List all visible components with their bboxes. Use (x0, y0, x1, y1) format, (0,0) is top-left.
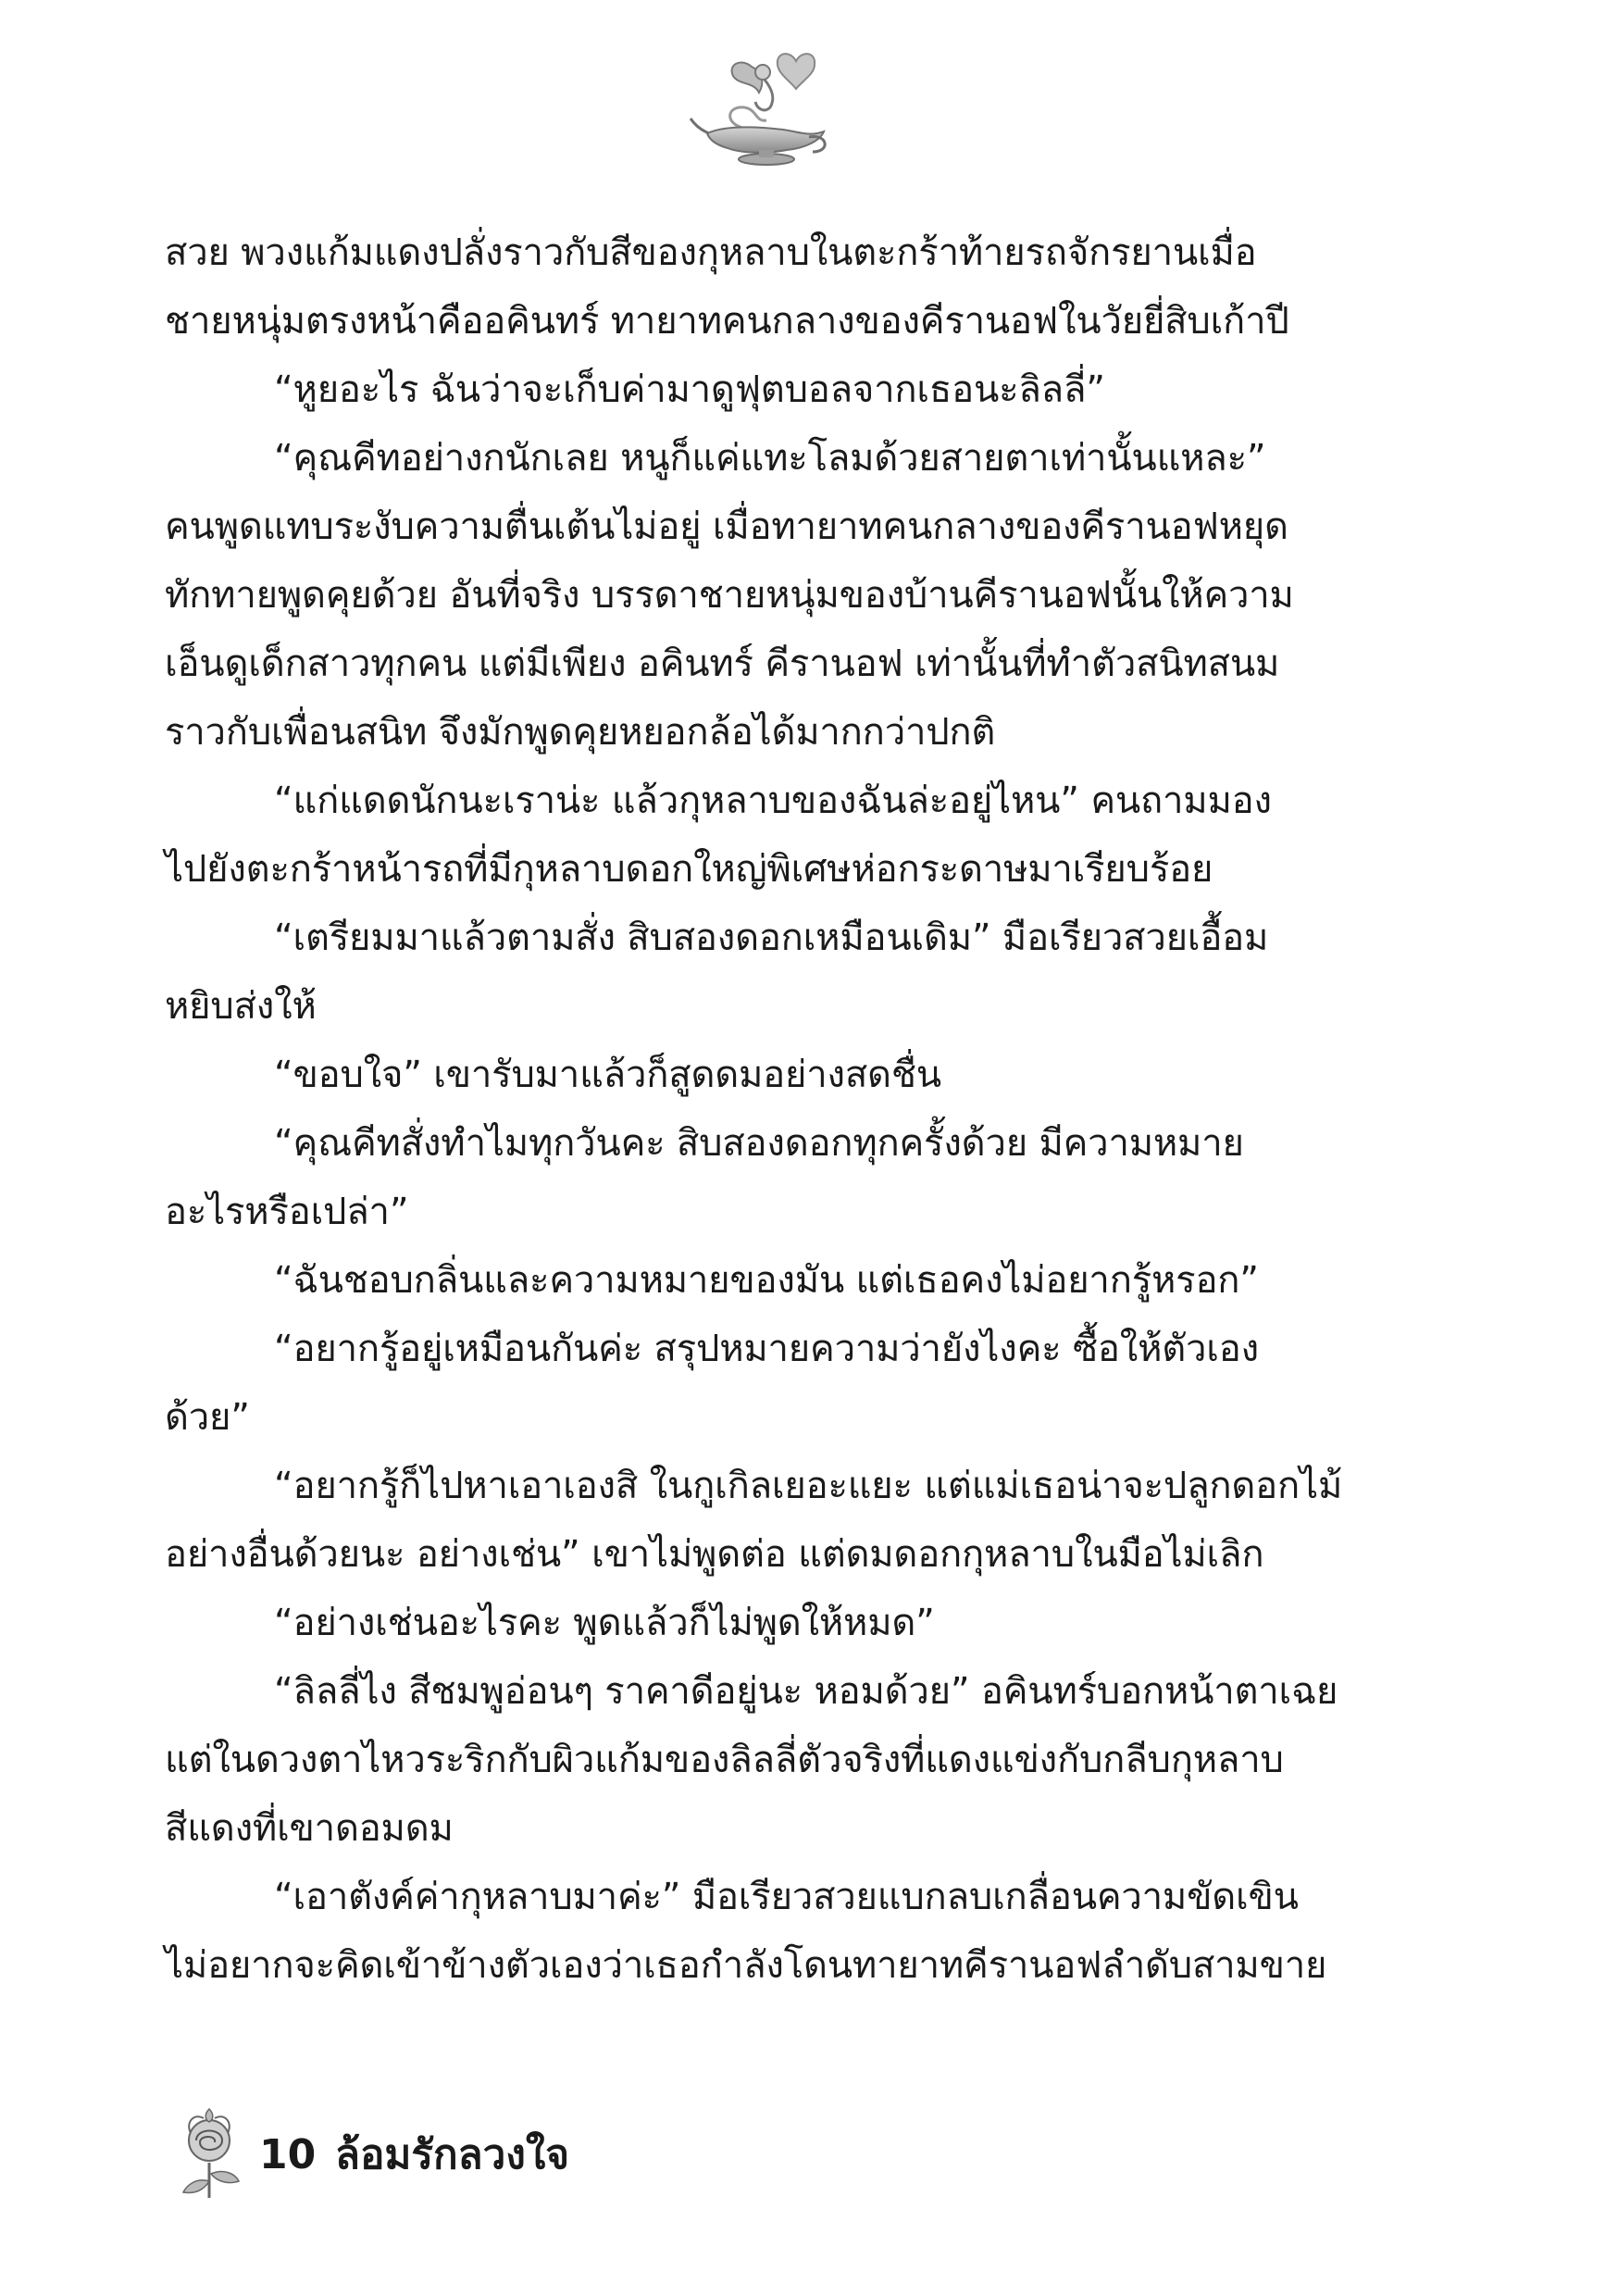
text-line: แต่ในดวงตาไหวระริกกับผิวแก้มของลิลลี่ตัวจริงที่แดงแข่งกับกลีบกุหลาบ (165, 1739, 1284, 1781)
text-line: “เอาตังค์ค่ากุหลาบมาค่ะ” มือเรียวสวยแบกลบเกลื่อนความขัดเขิน (274, 1876, 1299, 1918)
text-line: “เตรียมมาแล้วตามสั่ง สิบสองดอกเหมือนเดิม” มือเรียวสวยเอื้อม (274, 917, 1269, 959)
text-line: ทักทายพูดคุยด้วย อันที่จริง บรรดาชายหนุ่มของบ้านคีรานอฟนั้นให้ความ (165, 574, 1294, 617)
text-line: อะไรหรือเปล่า” (165, 1191, 409, 1233)
text-line: “อย่างเช่นอะไรคะ พูดแล้วก็ไม่พูดให้หมด” (274, 1602, 935, 1644)
text-line: “แก่แดดนักนะเราน่ะ แล้วกุหลาบของฉันล่ะอยู่ไหน” คนถามมอง (274, 780, 1272, 822)
text-line: สีแดงที่เขาดอมดม (165, 1807, 454, 1850)
text-line: ราวกับเพื่อนสนิท จึงมักพูดคุยหยอกล้อได้มากกว่าปกติ (165, 711, 996, 754)
text-line: อย่างอื่นด้วยนะ อย่างเช่น” เขาไม่พูดต่อ แต่ดมดอกกุหลาบในมือไม่เลิก (165, 1533, 1264, 1576)
text-line: “หูยอะไร ฉันว่าจะเก็บค่ามาดูฟุตบอลจากเธอนะลิลลี่” (274, 368, 1105, 411)
book-title: ล้อมรักลวงใจ (335, 2131, 570, 2178)
text-line: เอ็นดูเด็กสาวทุกคน แต่มีเพียง อคินทร์ คีรานอฟ เท่านั้นที่ทำตัวสนิทสนม (165, 643, 1280, 685)
text-line: “ขอบใจ” เขารับมาแล้วก็สูดดมอย่างสดชื่น (274, 1054, 941, 1096)
page-footer (165, 2103, 813, 2205)
text-line: ด้วย” (165, 1396, 250, 1439)
text-line: “ลิลลี่ไง สีชมพูอ่อนๆ ราคาดีอยู่นะ หอมด้วย” อคินทร์บอกหน้าตาเฉย (274, 1670, 1338, 1713)
text-line: คนพูดแทบระงับความตื่นเต้นไม่อยู่ เมื่อทายาทคนกลางของคีรานอฟหยุด (165, 505, 1288, 548)
text-line: “ฉันชอบกลิ่นและความหมายของมัน แต่เธอคงไม่อยากรู้หรอก” (274, 1259, 1259, 1302)
text-line: ชายหนุ่มตรงหน้าคืออคินทร์ ทายาทคนกลางของคีรานอฟในวัยยี่สิบเก้าปี (165, 300, 1289, 343)
text-line: “อยากรู้ก็ไปหาเอาเองสิ ในกูเกิลเยอะแยะ แต่แม่เธอน่าจะปลูกดอกไม้ (274, 1465, 1343, 1507)
text-line: “อยากรู้อยู่เหมือนกันค่ะ สรุปหมายความว่ายังไงคะ ซื้อให้ตัวเอง (274, 1328, 1259, 1370)
text-line: สวย พวงแก้มแดงปลั่งราวกับสีของกุหลาบในตะกร้าท้ายรถจักรยานเมื่อ (165, 231, 1257, 274)
text-line: “คุณคีทอย่างกนักเลย หนูก็แค่แทะโลมด้วยสายตาเท่านั้นแหละ” (274, 437, 1266, 480)
text-line: “คุณคีทสั่งทำไมทุกวันคะ สิบสองดอกทุกครั้งด้วย มีความหมาย (274, 1122, 1244, 1165)
body-text (165, 218, 1350, 2000)
text-line: หยิบส่งให้ (165, 985, 317, 1028)
rose-ornament-icon (172, 2107, 248, 2200)
text-line: ไม่อยากจะคิดเข้าข้างตัวเองว่าเธอกำลังโดนทายาทคีรานอฟลำดับสามขาย (165, 1944, 1327, 1987)
page-number: 10 (259, 2131, 317, 2178)
genie-lamp-cupid-icon (687, 44, 835, 174)
text-line: ไปยังตะกร้าหน้ารถที่มีกุหลาบดอกใหญ่พิเศษห่อกระดาษมาเรียบร้อย (165, 848, 1214, 891)
